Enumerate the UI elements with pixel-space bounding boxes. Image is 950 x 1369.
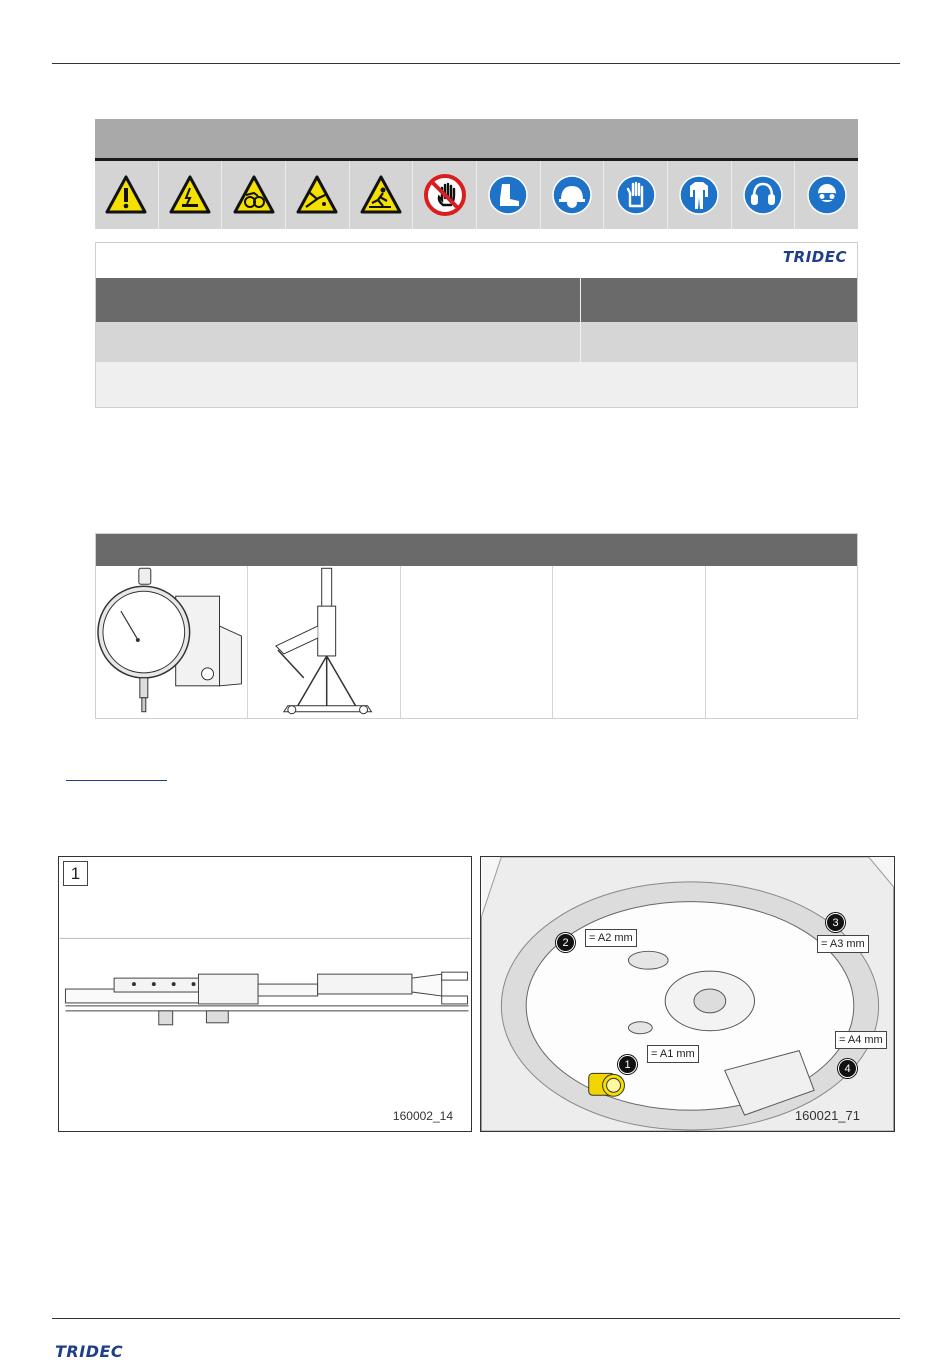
tools-table [95, 533, 858, 719]
callout-badge-4: 4 [838, 1059, 857, 1078]
safety-table-header [95, 119, 858, 158]
bearing-plate-drawing [481, 857, 894, 1131]
tools-row [96, 566, 857, 718]
tool-cell [706, 566, 857, 718]
figure-code: 160002_14 [392, 1109, 453, 1123]
tools-table-header [96, 534, 857, 566]
callout-label-a4: = A4 mm [835, 1031, 887, 1049]
header-rule [52, 63, 900, 64]
safety-goggles-icon [805, 173, 849, 217]
no-touch-prohibition-icon [423, 173, 467, 217]
callout-label-a1: = A1 mm [647, 1045, 699, 1063]
machine-side-view-drawing [59, 857, 471, 1131]
figure-number: 1 [63, 861, 88, 886]
dial-indicator-icon [96, 566, 247, 718]
ear-protection-icon [741, 173, 785, 217]
footer-rule [52, 1318, 900, 1319]
trip-hazard-icon [359, 173, 403, 217]
hard-hat-icon [550, 173, 594, 217]
tool-cell [248, 566, 400, 718]
callout-label-a2: = A2 mm [585, 929, 637, 947]
info-table-row [96, 362, 857, 407]
tool-cell [553, 566, 705, 718]
tool-cell [96, 566, 248, 718]
safety-icon-row [95, 161, 858, 229]
callout-badge-2: 2 [556, 933, 575, 952]
info-table-row [96, 322, 857, 362]
footer-brand-logo: TRIDEC [55, 1342, 124, 1361]
safety-table [95, 119, 858, 229]
lifting-stand-icon [248, 566, 399, 718]
figure-side-view [58, 856, 472, 1132]
overalls-icon [677, 173, 721, 217]
callout-badge-3: 3 [826, 913, 845, 932]
tool-cell [401, 566, 553, 718]
electric-hazard-icon [168, 173, 212, 217]
figure-bearing-measurement [480, 856, 895, 1132]
brand-logo: TRIDEC [782, 248, 847, 266]
gloves-icon [614, 173, 658, 217]
hyperlink-underline[interactable] [66, 780, 167, 781]
pressurized-fluid-hazard-icon [295, 173, 339, 217]
figure-code: 160021_71 [794, 1108, 860, 1123]
callout-label-a3: = A3 mm [817, 935, 869, 953]
callout-badge-1: 1 [618, 1055, 637, 1074]
general-warning-icon [104, 173, 148, 217]
info-table [95, 242, 858, 408]
safety-boots-icon [486, 173, 530, 217]
crush-hands-hazard-icon [232, 173, 276, 217]
info-table-header [96, 278, 857, 322]
